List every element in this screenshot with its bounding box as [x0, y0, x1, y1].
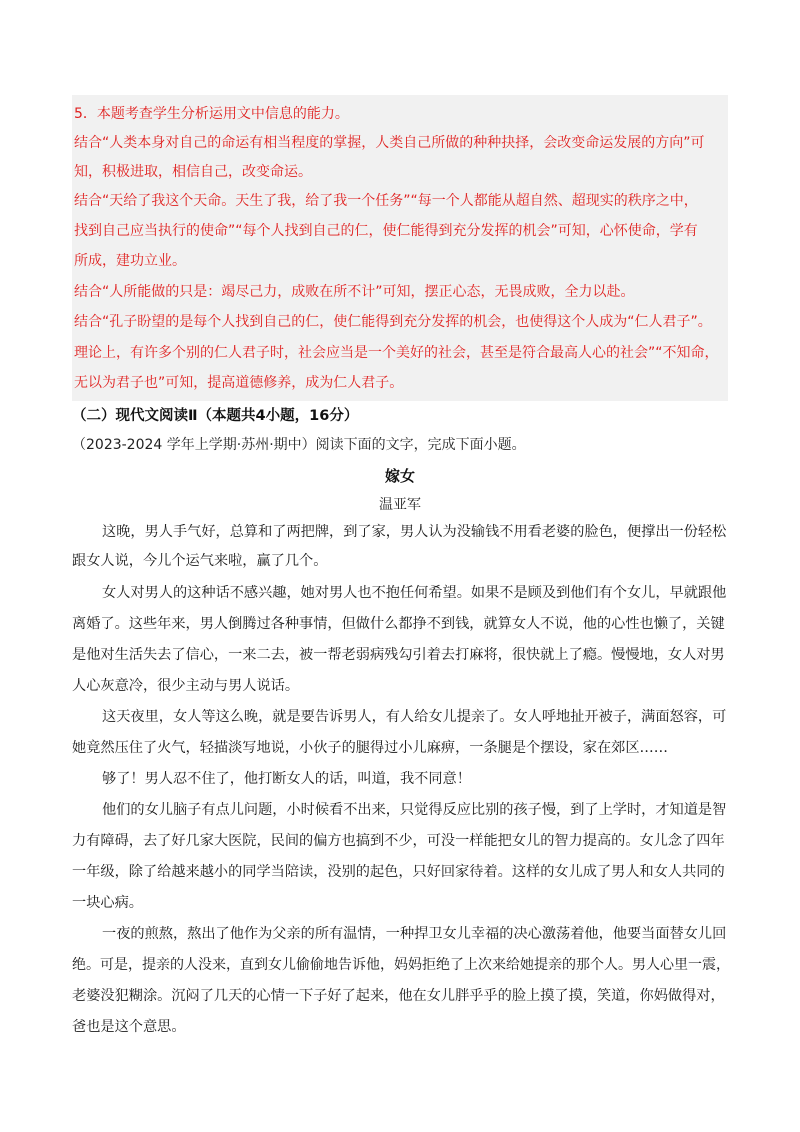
source-note: （2023-2024 学年上学期·苏州·期中）阅读下面的文字，完成下面小题。: [72, 437, 526, 453]
answer-line: 结合“孔子盼望的是每个人找到自己的仁，使仁能得到充分发挥的机会，也使得这个人成为“仁人君子”。: [74, 314, 712, 330]
answer-line: 结合“天给了我这个天命。天生了我，给了我一个任务”“每一个人都能从超自然、超现实的秩序之中，: [74, 193, 698, 209]
story-line: 这天夜里，女人等这么晚，就是要告诉男人，有人给女儿提亲了。女人呼地扯开被子，满面怒容，可: [102, 709, 727, 725]
story-line: 这晚，男人手气好，总算和了两把牌，到了家，男人认为没输钱不用看老婆的脸色，便撑出一份轻松: [102, 524, 727, 540]
story-line: 离婚了。这些年来，男人倒腾过各种事情，但做什么都挣不到钱，就算女人不说，他的心性也懒了，关键: [72, 616, 725, 632]
story-line: 老婆没犯糊涂。沉闷了几天的心情一下子好了起来，他在女儿胖乎乎的脸上摸了摸，笑道，你妈做得对，: [72, 988, 725, 1004]
story-line: 绝。可是，提亲的人没来，直到女儿偷偷地告诉他，妈妈拒绝了上次来给她提亲的那个人。男人心里一震，: [72, 957, 730, 973]
answer-line: 无以为君子也”可知，提高道德修养，成为仁人君子。: [74, 375, 404, 391]
story-line: 他们的女儿脑子有点儿问题，小时候看不出来，只觉得反应比别的孩子慢，到了上学时，才知道是智: [102, 802, 727, 818]
answer-line: 结合“人所能做的只是：竭尽己力，成败在所不计”可知，摆正心态，无畏成败，全力以赴。: [74, 284, 635, 300]
story-line: 是他对生活失去了信心，一来二去，被一帮老弱病残勾引着去打麻将，很快就上了瘾。慢慢地，女人对男: [72, 647, 725, 663]
answer-line: 知，积极进取，相信自己，改变命运。: [74, 164, 312, 180]
story-title: 嫁女: [384, 467, 415, 485]
story-line: 爸也是这个意思。: [72, 1019, 186, 1035]
story-line: 够了！男人忍不住了，他打断女人的话，叫道，我不同意！: [102, 771, 471, 787]
answer-line: 理论上，有许多个别的仁人君子时，社会应当是一个美好的社会，甚至是符合最高人心的社会”“不知命，: [74, 345, 719, 361]
story-line: 一夜的煎熬，熬出了他作为父亲的所有温情，一种捍卫女儿幸福的决心激荡着他，他要当面替女儿回: [102, 926, 727, 942]
answer-line: 5．本题考查学生分析运用文中信息的能力。: [74, 106, 349, 122]
section-heading: （二）现代文阅读Ⅱ（本题共4小题，16分）: [72, 408, 359, 424]
story-line: 她竟然压住了火气，轻描淡写地说，小伙子的腿得过小儿麻痹，一条腿是个摆设，家在郊区……: [72, 740, 668, 756]
story-author: 温亚军: [379, 497, 421, 513]
story-line: 一块心病。: [72, 895, 143, 911]
story-line: 女人对男人的这种话不感兴趣，她对男人也不抱任何希望。如果不是顾及到他们有个女儿，早就跟他: [102, 585, 727, 601]
answer-line: 找到自己应当执行的使命”“每个人找到自己的仁，使仁能得到充分发挥的机会”可知，心怀使命，学有: [74, 223, 698, 239]
answer-line: 所成，建功立业。: [74, 253, 186, 269]
story-line: 一年级，除了给越来越小的同学当陪读，没别的起色，只好回家待着。这样的女儿成了男人和女人共同的: [72, 864, 725, 880]
story-line: 人心灰意冷，很少主动与男人说话。: [72, 678, 300, 694]
answer-line: 结合“人类本身对自己的命运有相当程度的掌握，人类自己所做的种种抉择，会改变命运发展的方向”可: [74, 135, 705, 151]
story-line: 跟女人说，今儿个运气来啦，赢了几个。: [72, 553, 328, 569]
story-line: 力有障碍，去了好几家大医院，民间的偏方也搞到不少，可没一样能把女儿的智力提高的。女儿念了四年: [72, 833, 725, 849]
